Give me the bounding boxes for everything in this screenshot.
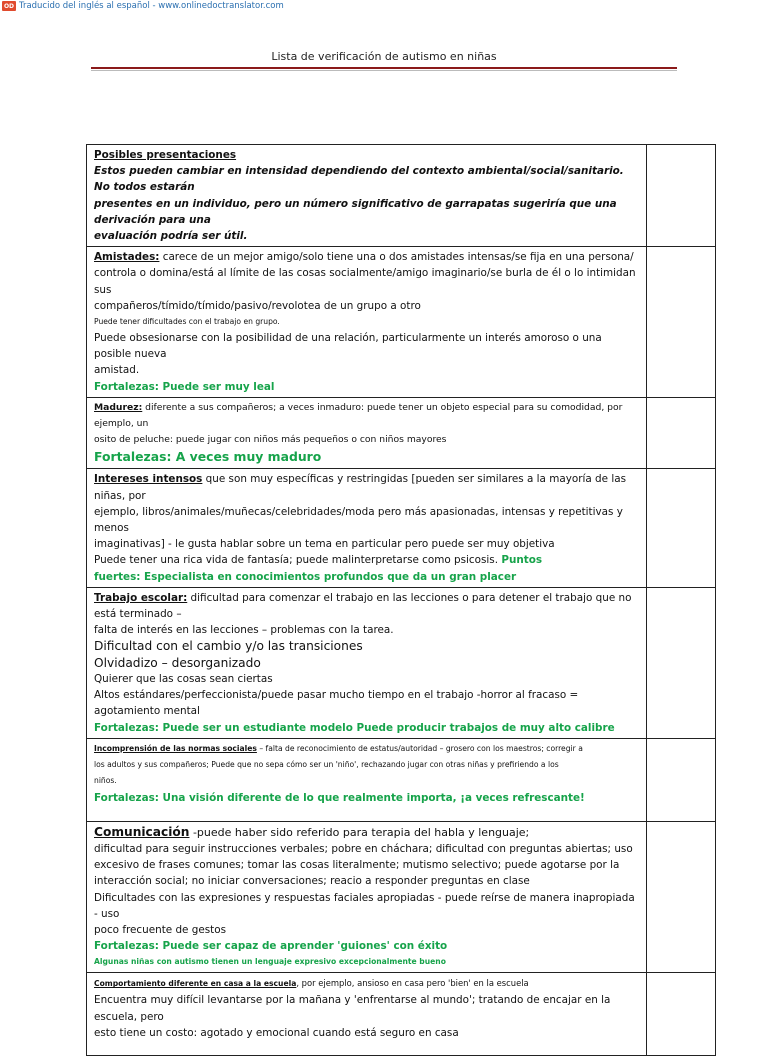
section-heading: Incomprensión de las normas sociales [94,743,257,753]
table-row [87,145,716,247]
row-text: Dificultad con el cambio y/o las transiciones [94,639,363,654]
row-text: excesivo de frases comunes; tomar las cosas literalmente; mutismo selectivo; puede agotarse por la [94,859,620,872]
row-text: Puede obsesionarse con la posibilidad de una relación, particularmente un interés amoroso o una posible nueva [94,332,602,361]
table-row [87,821,716,973]
intro-text: Estos pueden cambiar en intensidad dependiendo del contexto ambiental/social/sanitario. No todos estarán [94,165,624,194]
row-text: Trabajo escolar: dificultad para comenzar el trabajo en las lecciones o para detener el trabajo que no está terminado – [94,591,632,621]
row-text: controla o domina/está al límite de las cosas socialmente/amigo imaginario/se burla de él o lo intimidan sus [94,267,636,296]
row-text: Quierer que las cosas sean ciertas [94,672,273,685]
checkbox-cell[interactable] [647,973,716,1056]
criteria-cell [87,587,647,738]
checkbox-cell[interactable] [647,821,716,973]
criteria-cell [87,469,647,587]
section-heading: Trabajo escolar: [94,591,188,604]
translator-banner[interactable] [2,0,284,12]
criteria-cell [87,821,647,973]
row-text: imaginativas] - le gusta hablar sobre un tema en particular pero puede ser muy objetiva [94,538,555,551]
row-text: Puede tener dificultades con el trabajo en grupo. [94,317,280,327]
row-text: falta de interés en las lecciones – problemas con la tarea. [94,624,394,637]
translator-banner-text[interactable]: Traducido del inglés al español - www.onlinedoctranslator.com [19,1,284,11]
checkbox-cell[interactable] [647,397,716,469]
table-row [87,247,716,398]
checkbox-cell[interactable] [647,469,716,587]
table-row [87,587,716,738]
row-text: Incomprensión de las normas sociales – falta de reconocimiento de estatus/autoridad – grosero con los maestros; corregir a [94,743,583,753]
table-row [87,469,716,587]
row-text: amistad. [94,364,140,377]
section-heading: Amistades: [94,251,160,264]
section-heading: Comportamiento diferente en casa a la escuela [94,979,297,989]
row-text: compañeros/tímido/tímido/pasivo/revolotea de un grupo a otro [94,299,421,312]
strength-text: Fortalezas: Puede ser capaz de aprender 'guiones' con éxito [94,940,448,953]
row-text: ejemplo, libros/animales/muñecas/celebridades/moda pero más apasionadas, intensas y repetitivas y menos [94,505,623,535]
document-title: Lista de verificación de autismo en niñas [271,50,497,63]
strength-text: Algunas niñas con autismo tienen un lenguaje expresivo excepcionalmente bueno [94,957,446,967]
row-text: Olvidadizo – desorganizado [94,655,261,670]
row-text: Dificultades con las expresiones y respuestas faciales apropiadas - puede reírse de manera inapropiada - uso [94,891,635,920]
criteria-cell [87,145,647,247]
row-text: Intereses intensos que son muy específicas y restringidas [pueden ser similares a la mayoría de las niñas, por [94,473,627,502]
section-heading: Posibles presentaciones [94,149,237,161]
checkbox-cell[interactable] [647,738,716,821]
intro-text: evaluación podría ser útil. [94,230,248,243]
strength-text: Fortalezas: Una visión diferente de lo que realmente importa, ¡a veces refrescante! [94,791,585,804]
title-rule [91,67,677,69]
strength-text: fuertes: Especialista en conocimientos profundos que da un gran placer [94,570,517,583]
row-text: Puede tener una rica vida de fantasía; puede malinterpretarse como psicosis. Puntos [94,554,543,567]
table-row [87,973,716,1056]
checkbox-cell[interactable] [647,247,716,398]
table-row [87,397,716,469]
criteria-cell [87,397,647,469]
section-heading: Comunicación [94,824,190,839]
row-text: Madurez: diferente a sus compañeros; a veces inmaduro: puede tener un objeto especial para su comodidad, por ejemplo, un [94,401,623,430]
strength-text: Fortalezas: A veces muy maduro [94,449,322,465]
table-row [87,738,716,821]
row-text: Amistades: carece de un mejor amigo/solo tiene una o dos amistades intensas/se fija en una persona/ [94,251,634,264]
title-rule-shadow [91,70,677,71]
section-heading: Madurez: [94,401,143,413]
checkbox-cell[interactable] [647,587,716,738]
row-text: Comportamiento diferente en casa a la escuela, por ejemplo, ansioso en casa pero 'bien' en la escuela [94,978,529,989]
checklist-table [86,144,716,1056]
criteria-cell [87,738,647,821]
row-text: dificultad para seguir instrucciones verbales; pobre en cháchara; dificultad con preguntas abiertas; uso [94,842,633,855]
checkbox-cell[interactable] [647,145,716,247]
row-text: los adultos y sus compañeros; Puede que no sepa cómo ser un 'niño', rechazando jugar con otras niñas y prefiriendo a los [94,759,559,769]
row-text: Encuentra muy difícil levantarse por la mañana y 'enfrentarse al mundo'; tratando de encajar en la escuela, pero [94,994,611,1023]
strength-text: Fortalezas: Puede ser un estudiante modelo Puede producir trabajos de muy alto calibre [94,721,615,734]
section-heading: Intereses intensos [94,473,203,486]
row-text: poco frecuente de gestos [94,923,227,936]
criteria-cell [87,973,647,1056]
row-text: esto tiene un costo: agotado y emocional cuando está seguro en casa [94,1026,459,1039]
row-text: Comunicación -puede haber sido referido para terapia del habla y lenguaje; [94,824,530,839]
row-text: interacción social; no iniciar conversaciones; reacio a responder preguntas en clase [94,875,530,888]
criteria-cell [87,247,647,398]
row-text: niños. [94,775,117,785]
row-text: osito de peluche: puede jugar con niños más pequeños o con niños mayores [94,434,447,446]
intro-text: presentes en un individuo, pero un número significativo de garrapatas sugeriría que una derivación para una [94,197,617,226]
translator-logo-icon: OD [3,2,15,10]
row-text: Altos estándares/perfeccionista/puede pasar mucho tiempo en el trabajo -horror al fracaso = agotamiento mental [94,689,579,718]
strength-text: Fortalezas: Puede ser muy leal [94,380,275,393]
